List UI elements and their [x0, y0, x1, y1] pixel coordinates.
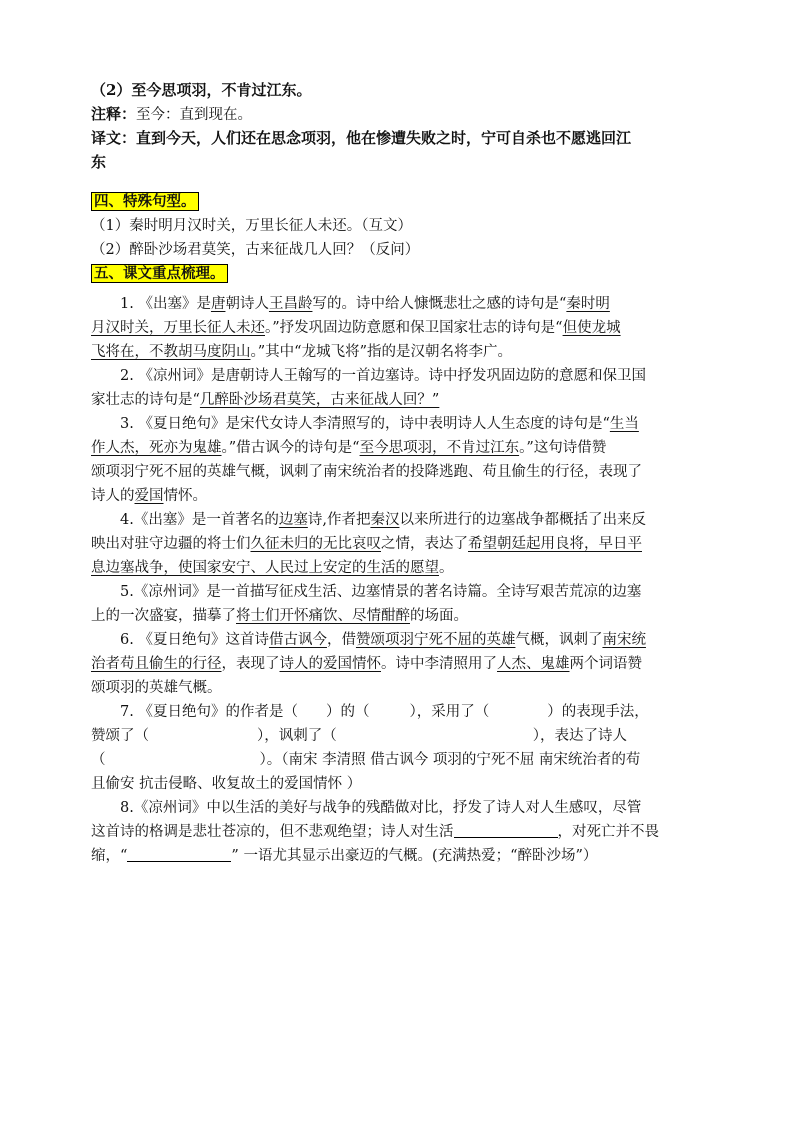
document-body [91, 78, 713, 868]
section-four-heading-row [91, 190, 713, 214]
translation-line-1: 译文：直到今天，人们还在思念项羽，他在惨遭失败之时，宁可自杀也不愿逃回江 [91, 129, 632, 147]
fill-blank-line [454, 821, 558, 838]
item-2-line-2: 家壮志的诗句是“几醉卧沙场君莫笑，古来征战人回？” [91, 392, 440, 408]
translation-line-2: 东 [91, 153, 107, 171]
special-sentence-2: （2）醉卧沙场君莫笑，古来征战几人回？（反问） [91, 242, 420, 258]
item-3-line-3: 颂项羽宁死不屈的英雄气概，讽刺了南宋统治者的投降逃跑、苟且偷生的行径，表现了 [91, 464, 642, 480]
underlined-answer: 飞将在，不教胡马度阴山 [91, 344, 251, 360]
item-6-line-3: 颂项羽的英雄气概。 [91, 680, 222, 696]
underlined-answer: 希望朝廷起用良将，早日平 [468, 536, 642, 552]
item-3-line-2: 作人杰，死亦为鬼雄。”借古讽今的诗句是“至今思项羽，不肯过江东。”这句诗借赞 [91, 440, 607, 456]
underlined-answer: 人杰、鬼雄 [497, 656, 570, 672]
item-6-line-1: 6. 《夏日绝句》这首诗借古讽今，借赞颂项羽宁死不屈的英雄气概，讽刺了南宋统 [120, 632, 646, 648]
underlined-answer: 秦时明 [566, 296, 610, 312]
underlined-answer: 作人杰，死亦为鬼雄 [91, 440, 222, 456]
underlined-answer: 爱国 [134, 488, 164, 504]
underlined-answer: 借古讽今 [268, 632, 327, 648]
fill-blank-line [127, 845, 231, 862]
item-3-line-1: 3. 《夏日绝句》是宋代女诗人李清照写的，诗中表明诗人人生态度的诗句是“生当 [120, 416, 639, 432]
annotation-label: 注释： [91, 105, 137, 123]
item-4-line-2: 映出对驻守边疆的将士们久征未归的无比哀叹之情，表达了希望朝廷起用良将，早日平 [91, 536, 642, 552]
annotation-text: 至今：直到现在。 [136, 107, 253, 123]
poem-line-title: （2）至今思项羽，不肯过江东。 [91, 81, 312, 99]
item-7-line-1: 7. 《夏日绝句》的作者是（ ）的（ ），采用了（ ）的表现手法， [120, 704, 649, 720]
underlined-answer: 月汉时关，万里长征人未还 [91, 320, 265, 336]
item-4-line-3: 息边塞战争，使国家安宁、人民过上安定的生活的愿望。 [91, 560, 454, 576]
item-5-line-1: 5.《凉州词》是一首描写征戍生活、边塞情景的著名诗篇。全诗写艰苦荒凉的边塞 [120, 584, 642, 600]
item-8-line-1: 8.《凉州词》中以生活的美好与战争的残酷做对比，抒发了诗人对人生感叹，尽管 [120, 800, 642, 816]
underlined-answer: 南宋统 [602, 632, 646, 648]
underlined-answer: 将士们开怀痛饮、尽情酣醉 [236, 608, 410, 624]
underlined-answer: 但使龙城 [562, 320, 621, 336]
underlined-answer: 生当 [609, 416, 639, 432]
underlined-answer: 秦汉 [370, 512, 400, 528]
item-7-line-3: （ ）。（南宋 李清照 借古讽今 项羽的宁死不屈 南宋统治者的苟 [91, 752, 641, 768]
special-sentence-1: （1）秦时明月汉时关，万里长征人未还。（互文） [91, 218, 412, 234]
underlined-answer: 久征未归的无比哀叹 [250, 536, 381, 552]
item-5-line-2: 上的一次盛宴，描摹了将士们开怀痛饮、尽情酣醉的场面。 [91, 608, 468, 624]
section-four-heading: 四、特殊句型。 [91, 192, 199, 211]
item-7-line-2: 赞颂了（ ），讽刺了（ ），表达了诗人 [91, 728, 627, 744]
item-8-line-2: 这首诗的格调是悲壮苍凉的，但不悲观绝望；诗人对生活 ，对死亡并不畏 [91, 820, 713, 844]
item-3-line-4: 诗人的爱国情怀。 [91, 488, 207, 504]
underlined-answer: 至今思项羽，不肯过江东 [359, 440, 520, 456]
item-1-line-2: 月汉时关，万里长征人未还。”抒发巩固边防意愿和保卫国家壮志的诗句是“但使龙城 [91, 320, 621, 336]
underlined-answer: 边塞 [278, 512, 308, 528]
item-8-line-3: 缩，“ ” 一语尤其显示出豪迈的气概。(充满热爱；“醉卧沙场”） [91, 844, 713, 868]
item-6-line-2: 治者苟且偷生的行径，表现了诗人的爱国情怀。诗中李清照用了人杰、鬼雄两个词语赞 [91, 656, 642, 672]
item-4-line-1: 4.《出塞》是一首著名的边塞诗,作者把秦汉以来所进行的边塞战争都概括了出来反 [120, 512, 646, 528]
underlined-answer: 息边塞战争，使国家安宁、人民过上安定的生活的愿望 [91, 560, 439, 576]
underlined-answer: 唐 [210, 296, 226, 312]
item-1-line-1: 1. 《出塞》是唐朝诗人王昌龄写的。诗中给人慷慨悲壮之感的诗句是“秦时明 [120, 296, 610, 312]
underlined-answer: 赞颂项羽宁死不屈的英雄 [355, 632, 516, 648]
underlined-answer: 治者苟且偷生的行径 [91, 656, 222, 672]
annotation-line [91, 102, 713, 126]
item-2-line-1: 2. 《凉州词》是唐朝诗人王翰写的一首边塞诗。诗中抒发巩固边防的意愿和保卫国 [120, 368, 646, 384]
section-five-heading: 五、课文重点梳理。 [91, 264, 228, 283]
underlined-answer: 王昌龄 [268, 296, 313, 312]
underlined-answer: 诗人的爱国情怀 [279, 656, 381, 672]
section-five-heading-row [91, 262, 713, 286]
item-1-line-3: 飞将在，不教胡马度阴山。”其中“龙城飞将”指的是汉朝名将李广。 [91, 344, 512, 360]
item-7-line-4: 且偷安 抗击侵略、收复故土的爱国情怀 ） [91, 776, 362, 792]
underlined-answer: 几醉卧沙场君莫笑，古来征战人回？” [199, 392, 440, 408]
